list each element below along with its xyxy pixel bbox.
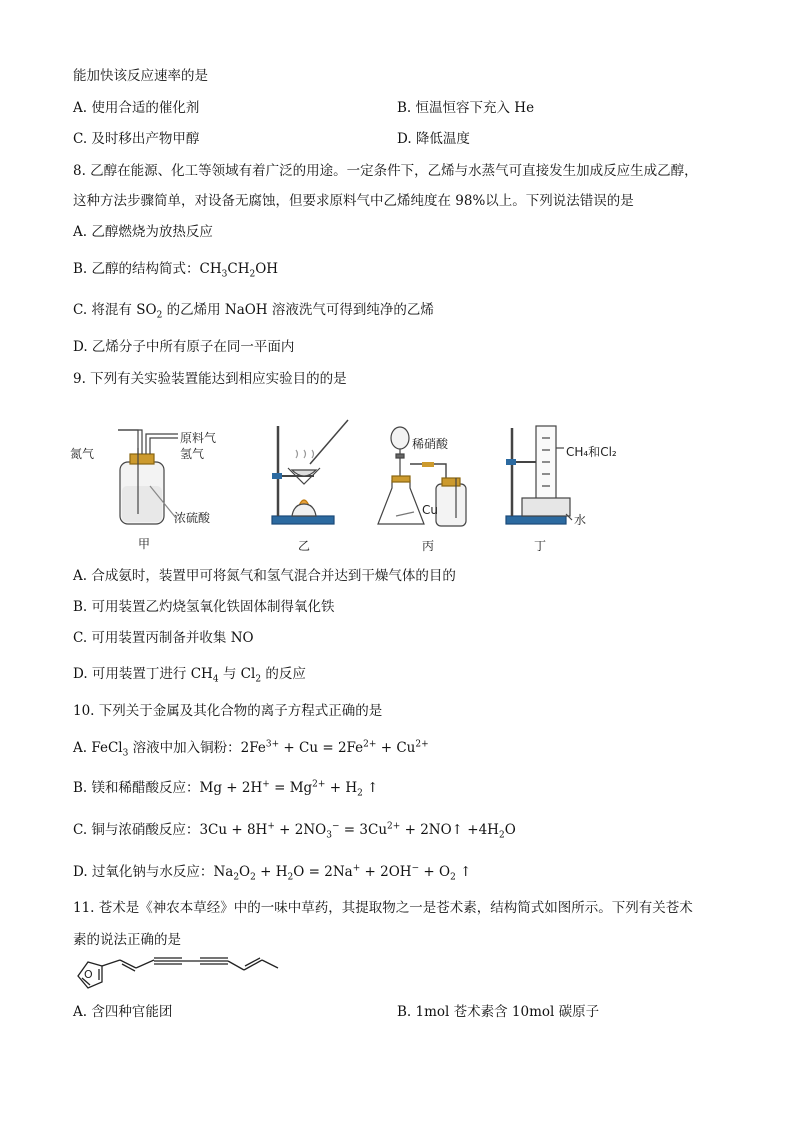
q8-option-c: C. 将混有 $SO_2$ 的乙烯用 NaOH 溶液洗气可得到纯净的乙烯 (73, 302, 434, 321)
q8-stem-line1: 8. 乙醇在能源、化工等领域有着广泛的用途。一定条件下，乙烯与水蒸气可直接发生加成反应生成乙醇， (73, 163, 698, 179)
q8-option-d: D. 乙烯分子中所有原子在同一平面内 (73, 339, 295, 355)
label-yi: 乙 (298, 539, 311, 553)
q10-option-d: D. 过氧化钠与水反应：$Na_2O_2 + H_2O = 2Na^+ + 2OH^- + O_2$ ↑ (73, 863, 472, 883)
apparatus-yi (272, 420, 348, 524)
q9-apparatus-figure (66, 418, 646, 558)
label-jia: 甲 (138, 537, 151, 551)
q10-option-b: B. 镁和稀醋酸反应：$Mg + 2H^+ = Mg^{2+} + H_2$ ↑ (73, 779, 379, 799)
q10-option-c: C. 铜与浓硝酸反应：$3Cu + 8H^+ + 2NO_3^- = 3Cu^{2+}$ + 2NO↑ $+4H_2O$ (73, 821, 516, 841)
label-bing: 丙 (422, 539, 435, 553)
q11-option-a: A. 含四种官能团 (73, 1004, 173, 1020)
atractylodin-structure (70, 950, 280, 998)
label-nitrogen: 氮气 (70, 447, 95, 461)
q9-stem: 9. 下列有关实验装置能达到相应实验目的的是 (73, 371, 347, 387)
intro-line: 能加快该反应速率的是 (73, 68, 208, 84)
q10-stem: 10. 下列关于金属及其化合物的离子方程式正确的是 (73, 703, 383, 719)
label-water: 水 (574, 513, 587, 527)
label-ding: 丁 (534, 539, 547, 553)
q7-option-b: B. 恒温恒容下充入 He (397, 100, 535, 116)
q9-option-a: A. 合成氨时，装置甲可将氮气和氢气混合并达到干燥气体的目的 (73, 568, 456, 584)
q9-option-c: C. 可用装置丙制备并收集 NO (73, 630, 254, 646)
q9-option-b: B. 可用装置乙灼烧氢氧化铁固体制得氧化铁 (73, 599, 335, 615)
q11-stem-line1: 11. 苍术是《神农本草经》中的一味中草药，其提取物之一是苍术素，结构简式如图所示。下列有关苍术 (73, 900, 693, 916)
q10-option-a: A. FeCl$_3$ 溶液中加入铜粉：$2Fe^{3+} + Cu = 2Fe^{2+} + Cu^{2+}$ (73, 739, 429, 759)
q11-option-b: B. 1mol 苍术素含 10mol 碳原子 (397, 1004, 600, 1020)
mol-oxygen-label: O (84, 968, 93, 981)
label-conc-acid: 浓硫酸 (174, 511, 211, 525)
apparatus-jia (118, 430, 178, 524)
q11-stem-line2: 素的说法正确的是 (73, 932, 181, 948)
q7-option-d: D. 降低温度 (397, 131, 470, 147)
apparatus-ding (506, 426, 572, 524)
q8-option-a: A. 乙醇燃烧为放热反应 (73, 224, 213, 240)
q9-option-d: D. 可用装置丁进行 $CH_4$ 与 $Cl_2$ 的反应 (73, 666, 306, 685)
label-cu: Cu (422, 503, 438, 517)
q7-option-a: A. 使用合适的催化剂 (73, 100, 200, 116)
q7-option-c: C. 及时移出产物甲醇 (73, 131, 200, 147)
q8-stem-line2: 这种方法步骤简单，对设备无腐蚀，但要求原料气中乙烯纯度在 98%以上。下列说法错误的是 (73, 193, 634, 209)
label-dilute-nitric: 稀硝酸 (412, 437, 449, 451)
label-ch4cl2: CH₄和Cl₂ (566, 445, 617, 459)
label-feed-gas: 原料气 (180, 431, 217, 445)
label-hydrogen: 氢气 (180, 447, 205, 461)
q8-option-b: B. 乙醇的结构简式：$CH_3CH_2OH$ (73, 261, 279, 280)
